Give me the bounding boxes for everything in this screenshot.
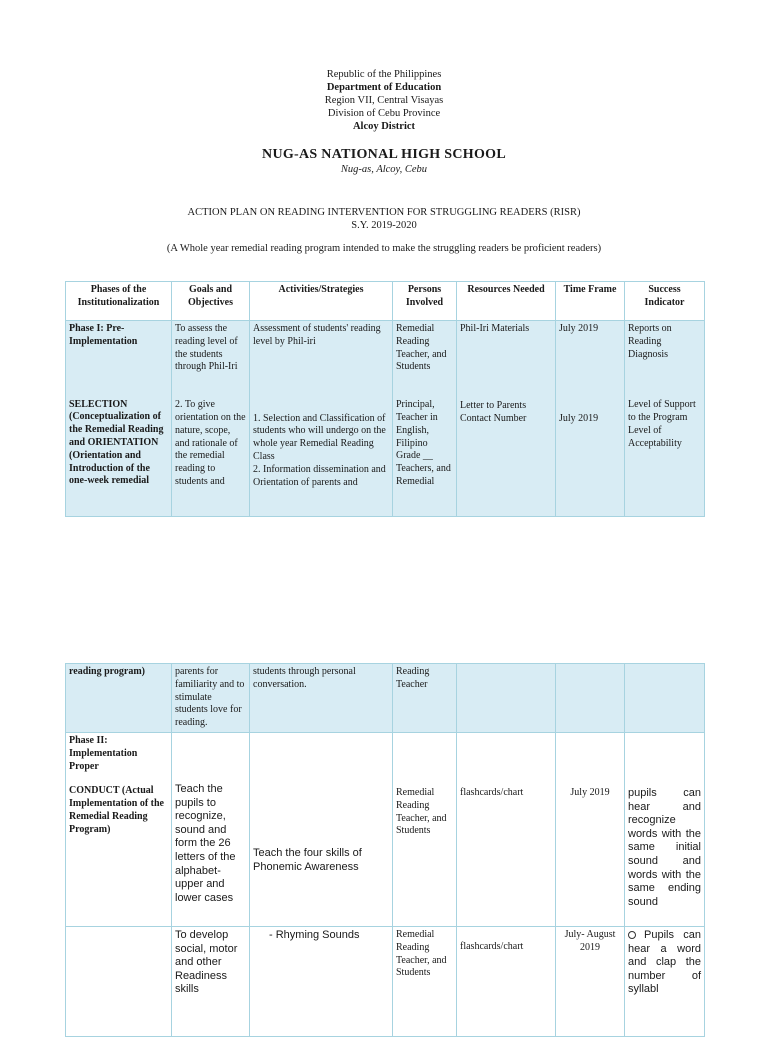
indicator-reports: Reports on Reading Diagnosis <box>628 323 672 360</box>
col-header-goals: Goals and Objectives <box>172 282 250 321</box>
resources-cell <box>457 321 556 517</box>
activity-assessment: Assessment of students' reading level by Phil-iri <box>253 323 381 347</box>
table-row <box>66 321 705 517</box>
table-row <box>66 732 705 926</box>
table-row <box>66 926 705 1036</box>
indicator-cell <box>625 321 705 517</box>
time-cell <box>556 321 625 517</box>
activity-dissemination: 2. Information dissemination and Orientation of parents and <box>253 463 386 488</box>
indicator-hear: pupils can hear and recognize words with the same initial sound and words with the same ending sound <box>628 786 701 908</box>
resources-cell <box>457 926 556 1036</box>
persons-continued: Reading Teacher <box>393 664 457 733</box>
selection-orientation-label: SELECTION (Conceptualization of the Remedial Reading and ORIENTATION (Orientation and Introduction of the one-week remedial <box>69 398 164 487</box>
table-row <box>66 664 705 733</box>
school-name: NUG-AS NATIONAL HIGH SCHOOL <box>262 147 506 162</box>
time-july-2: July 2019 <box>559 412 599 424</box>
phase-2-label: Phase II: Implementation Proper <box>69 734 138 772</box>
goal-letters: Teach the pupils to recognize, sound and form the 26 letters of the alphabet- upper and lower cases <box>175 782 236 904</box>
time-july-august: July- August 2019 <box>564 928 616 953</box>
activity-cell <box>250 926 393 1036</box>
resources-phil-iri: Phil-Iri Materials <box>460 323 530 334</box>
persons-cell <box>393 732 457 926</box>
col-header-time-frame: Time Frame <box>556 282 625 321</box>
col-header-resources: Resources Needed <box>457 282 556 321</box>
time-july-1: July 2019 <box>559 323 599 334</box>
persons-remedial-3: Remedial Reading Teacher, and Students <box>396 928 447 979</box>
goal-continued: parents for familiarity and to stimulate students love for reading. <box>172 664 250 733</box>
indicator-cell <box>625 926 705 1036</box>
col-header-phases: Phases of the Institutionalization <box>66 282 172 321</box>
action-plan-table-part1 <box>65 281 705 517</box>
activity-selection: 1. Selection and Classification of students who will undergo on the whole year Remedial Reading Class <box>253 412 386 462</box>
letterhead <box>0 68 768 133</box>
resources-letter: Letter to Parents Contact Number <box>460 399 527 424</box>
col-header-success-indicator: Success Indicator <box>625 282 705 321</box>
indicator-cell <box>625 732 705 926</box>
time-cell <box>556 732 625 926</box>
col-header-activities: Activities/Strategies <box>250 282 393 321</box>
goal-cell <box>172 732 250 926</box>
indicator-empty <box>625 664 705 733</box>
activity-cell <box>250 321 393 517</box>
time-empty <box>556 664 625 733</box>
indicator-syllable-block <box>628 929 701 997</box>
phase-empty <box>66 926 172 1036</box>
activity-continued: students through personal conversation. <box>250 664 393 733</box>
time-cell <box>556 926 625 1036</box>
activity-phonemic: Teach the four skills of Phonemic Awareness <box>253 846 362 873</box>
resources-empty <box>457 664 556 733</box>
indicator-support: Level of Support to the Program Level of Acceptability <box>628 399 696 449</box>
resources-flashcards-2: flashcards/chart <box>460 940 524 952</box>
indicator-syllable: Pupils can hear a word and clap the number of syllabl <box>628 928 701 996</box>
action-plan-table-part2 <box>65 663 705 1037</box>
plan-title: ACTION PLAN ON READING INTERVENTION FOR STRUGGLING READERS (RISR) <box>187 207 581 218</box>
resources-flashcards: flashcards/chart <box>460 786 524 798</box>
header-row <box>66 282 705 321</box>
time-july-3: July 2019 <box>570 786 610 798</box>
persons-remedial-2: Remedial Reading Teacher, and Students <box>396 786 447 837</box>
plan-title-block <box>0 206 768 232</box>
school-year: S.Y. 2019-2020 <box>351 220 417 231</box>
activity-cell <box>250 732 393 926</box>
district-line: Alcoy District <box>352 121 416 132</box>
resources-cell <box>457 732 556 926</box>
col-header-persons: Persons Involved <box>393 282 457 321</box>
persons-remedial: Remedial Reading Teacher, and Students <box>396 323 447 373</box>
conduct-label: CONDUCT (Actual Implementation of the Remedial Reading Program) <box>69 785 164 835</box>
division-line: Division of Cebu Province <box>327 108 441 119</box>
phase-1-label: Phase I: Pre-Implementation <box>69 323 138 347</box>
plan-description: (A Whole year remedial reading program intended to make the struggling readers be proficient readers) <box>166 243 602 254</box>
republic-line: Republic of the Philippines <box>326 69 442 80</box>
persons-principal: Principal, Teacher in English, Filipino Grade __ Teachers, and Remedial <box>396 399 451 487</box>
persons-cell <box>393 321 457 517</box>
persons-cell <box>393 926 457 1036</box>
goal-assess: To assess the reading level of the students through Phil-Iri <box>175 323 238 373</box>
goal-cell <box>172 926 250 1036</box>
phase-continued: reading program) <box>66 664 172 733</box>
phase-cell <box>66 732 172 926</box>
goal-readiness: To develop social, motor and other Readiness skills <box>175 928 238 996</box>
department-line: Department of Education <box>326 82 442 93</box>
region-line: Region VII, Central Visayas <box>324 95 444 106</box>
phase-cell <box>66 321 172 517</box>
goal-cell <box>172 321 250 517</box>
bullet-icon <box>628 931 636 939</box>
school-address: Nug-as, Alcoy, Cebu <box>340 164 428 175</box>
activity-rhyming: - Rhyming Sounds <box>269 928 360 941</box>
goal-orientation: 2. To give orientation on the nature, scope, and rationale of the remedial reading to students and <box>175 399 246 487</box>
